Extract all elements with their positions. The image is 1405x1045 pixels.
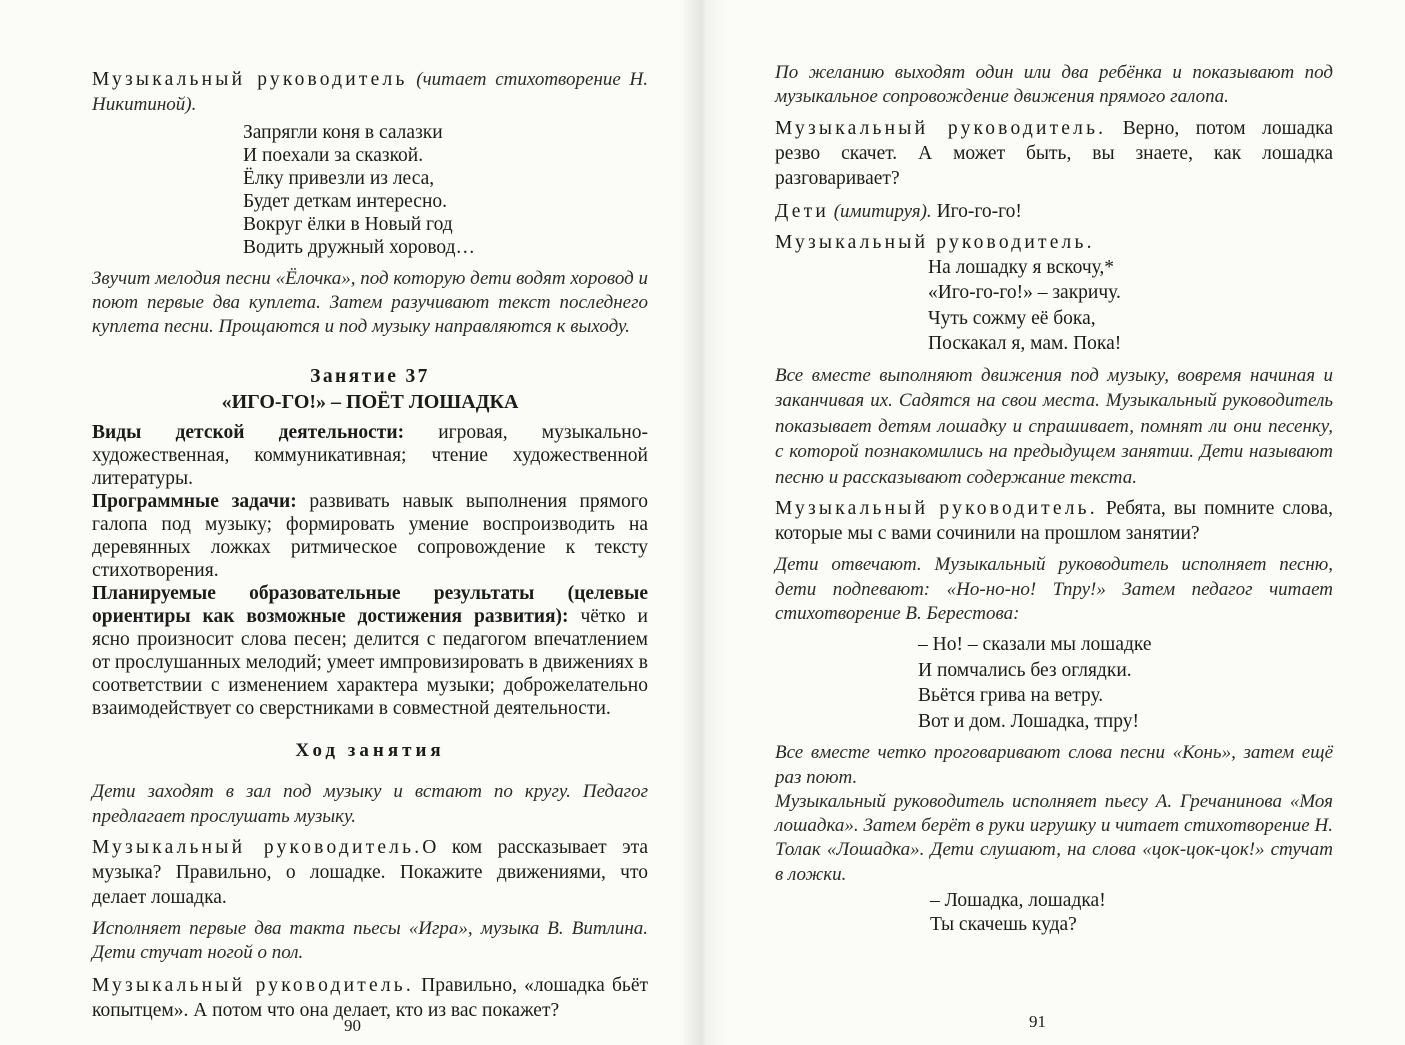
poem (918, 632, 1333, 734)
poem-line: Ты скачешь куда? (930, 914, 1077, 936)
poem (928, 255, 1333, 357)
poem-line: – Но! – сказали мы лошадке (918, 634, 1152, 656)
paragraph-text: игровая, музыкально-художественная, коммуникативная; чтение художественной литературы. (92, 422, 648, 490)
left-page (0, 0, 700, 1045)
paragraph-text: О ком рассказывает эта музыка? Правильно, о лошадке. Покажите движениями, что делает лошадка. (92, 837, 648, 909)
paragraph (775, 496, 1333, 546)
paragraph-text: Правильно, «лошадка бьёт копытцем». А потом что она делает, кто из вас покажет? (92, 974, 648, 1021)
poem-line: Поскакал я, мам. Пока! (928, 333, 1122, 355)
stage-direction-paragraph: Дети заходят в зал под музыку и встают по кругу. Педагог предлагает прослушать музыку. (92, 781, 648, 827)
paragraph (92, 582, 648, 720)
paragraph (775, 230, 1333, 255)
stage-direction-paragraph: По желанию выходят один или два ребёнка и показывают под музыкальное сопровождение движения прямого галопа. (775, 62, 1333, 108)
paragraph-text: Верно, потом лошадка резво скачет. А может быть, вы знаете, как лошадка разговаривает? (775, 117, 1333, 189)
bold-term: Виды детской деятельности: (92, 422, 405, 444)
stage-direction-paragraph: Все вместе четко проговаривают слова песни «Конь», затем ещё раз поют. (775, 742, 1333, 788)
stage-direction-paragraph: Все вместе выполняют движения под музыку, вовремя начиная и заканчивая их. Садятся на свои места. Музыкальный руководитель показывает детям лошадку и спрашивает, помнят ли они песенку, с которой познакомились на предыдущем занятии. Дети называют песню и рассказывают содержание текста. (775, 364, 1333, 488)
speaker: Музыкальный руководитель. (775, 231, 1095, 253)
poem-line: И поехали за сказкой. (243, 144, 424, 166)
poem-line: Ёлку привезли из леса, (243, 167, 435, 189)
speaker: Дети (775, 200, 829, 222)
section-heading: Ход занятия (295, 740, 445, 762)
poem-line: Будет деткам интересно. (243, 190, 448, 212)
lesson-number: Занятие 37 (310, 366, 430, 388)
speaker: Музыкальный руководитель (92, 69, 408, 90)
stage-direction-paragraph: Исполняет первые два такта пьесы «Игра», музыка В. Витлина. Дети стучат ногой о пол. (92, 918, 648, 964)
paragraph (775, 199, 1333, 224)
right-page (703, 0, 1405, 1045)
paragraph (92, 835, 648, 910)
stage-direction-paragraph: Музыкальный руководитель исполняет пьесу А. Гречанинова «Моя лошадка». Затем берёт в руки игрушку и читает стихотворение Н. Толак «Лошадка». Дети слушают, на слова «цок-цок-цок!» стучат в ложки. (775, 790, 1333, 885)
paragraph (92, 973, 648, 1023)
paragraph (92, 421, 648, 490)
poem-line: На лошадку я вскочу,* (928, 256, 1115, 278)
poem-line: Вьётся грива на ветру. (918, 685, 1104, 707)
speaker: Музыкальный руководитель. (775, 498, 1098, 520)
bold-term: Планируемые образовательные результаты (целевые ориентиры как возможные достижения развития): (92, 583, 648, 628)
poem-line: Водить дружный хоровод… (243, 236, 476, 258)
poem-line: Запрягли коня в салазки (243, 121, 443, 143)
stage-direction: (имитируя). (828, 200, 932, 222)
stage-direction-paragraph: Звучит мелодия песни «Ёлочка», под которую дети водят хоровод и поют первые два куплета. Затем разучивают текст последнего куплета песни. Прощаются и под музыку направляются к выходу. (92, 267, 648, 338)
poem-line: – Лошадка, лошадка! (930, 890, 1106, 912)
stage-direction: (читает стихотворение Н. Никитиной). (92, 69, 648, 116)
poem-line: «Иго-го-го!» – закричу. (928, 282, 1121, 304)
poem-line: Вот и дом. Лошадка, тпру! (918, 710, 1139, 732)
paragraph (92, 490, 648, 582)
poem-line: Чуть сожму её бока, (928, 307, 1096, 329)
speaker: Музыкальный руководитель. (775, 117, 1107, 139)
stage-direction-paragraph: Дети отвечают. Музыкальный руководитель исполняет песню, дети подпевают: «Но-но-но! Тпру!» Затем педагог читает стихотворение В. Берестова: (775, 554, 1333, 624)
paragraph-text: Ребята, вы помните слова, которые мы с вами сочинили на прошлом занятии? (775, 498, 1333, 545)
paragraph (92, 67, 648, 118)
paragraph-text: чётко и ясно произносит слова песен; делится с педагогом впечатлением от прослушанных мелодий; умеет импровизировать в движениях в соответствии с изменением характера музыки; доброжелательно взаимодействует со сверстниками в совместной деятельности. (92, 606, 648, 720)
poem-line: И помчались без оглядки. (918, 659, 1132, 681)
speaker: Музыкальный руководитель. (92, 837, 423, 859)
speaker: Музыкальный руководитель. (92, 974, 414, 996)
page-number: 90 (344, 1016, 361, 1035)
poem (930, 889, 1333, 937)
bold-term: Программные задачи: (92, 491, 297, 513)
page-number: 91 (1029, 1012, 1046, 1031)
lesson-title: «ИГО-ГО!» – ПОЁТ ЛОШАДКА (221, 391, 519, 414)
poem (243, 121, 648, 259)
paragraph (775, 116, 1333, 191)
paragraph-text: развивать навык выполнения прямого галопа под музыку; формировать умение воспроизводить на деревянных ложках ритмическое сопровождение к тексту стихотворения. (92, 491, 649, 582)
paragraph-text: Иго-го-го! (931, 200, 1022, 222)
poem-line: Вокруг ёлки в Новый год (243, 213, 453, 235)
